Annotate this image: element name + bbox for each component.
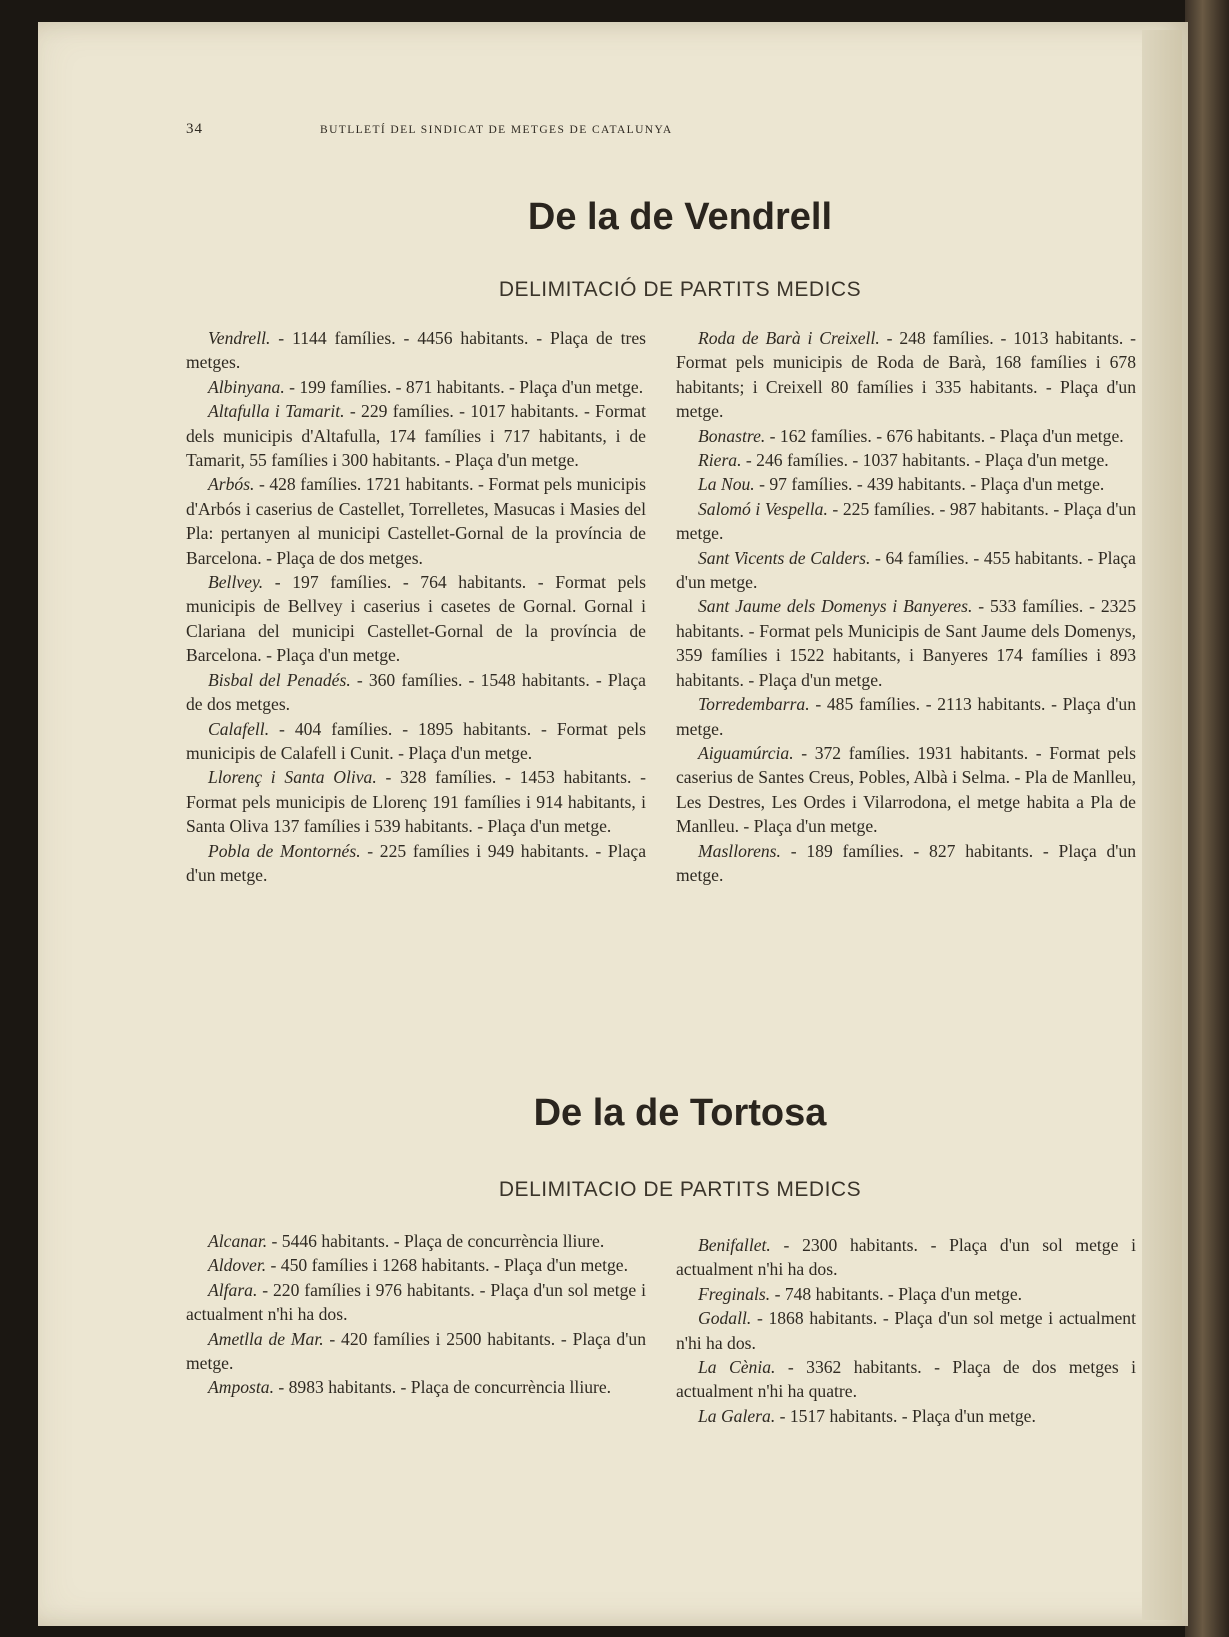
entry-text: - 64 famílies. - 455 habitants. - Plaça d'un metge. [676, 547, 1136, 593]
entry-text: - 1517 habitants. - Plaça d'un metge. [775, 1405, 1036, 1426]
entry [186, 1229, 646, 1253]
entry-text: - 246 famílies. - 1037 habitants. - Plaça d'un metge. [741, 450, 1109, 471]
entry [676, 1404, 1136, 1428]
entry [186, 839, 646, 888]
entry-place: Bonastre. [698, 425, 766, 446]
entry-text: - 5446 habitants. - Plaça de concurrència lliure. [267, 1231, 605, 1251]
entry [186, 1253, 646, 1277]
entry-place: Altafulla i Tamarit. [208, 401, 345, 422]
entry-place: Ametlla de Mar. [208, 1328, 324, 1349]
entry-place: Arbós. [208, 474, 255, 495]
entry-text: - 189 famílies. - 827 habitants. - Plaça d'un metge. [676, 840, 1136, 885]
section-title-tortosa: De la de Tortosa [533, 1092, 827, 1134]
entry [676, 1233, 1136, 1282]
entry [186, 375, 646, 399]
entry-text: - 162 famílies. - 676 habitants. - Plaça d'un metge. [765, 425, 1124, 446]
entry-text: - 428 famílies. 1721 habitants. - Format pels municipis d'Arbós i caserius de Castellet, Torrelletes, Masucas i Masies del Pla: pertanyen al municipi Castellet-Gornal de la província de Barcelona. - Plaça de dos metges. [186, 474, 646, 568]
entry-place: Riera. [698, 450, 742, 471]
entry-text: - 372 famílies. 1931 habitants. - Format pels caserius de Santes Creus, Pobles, Albà i Selma. - Pla de Manlleu, Les Destres, Les Ordes i Vilarrodona, el metge habita a Pla de Manlleu. - Plaça d'un metge. [676, 742, 1136, 837]
entry [186, 1278, 646, 1327]
entry [676, 692, 1136, 741]
entry-place: Llorenç i Santa Oliva. [208, 767, 377, 788]
entry [676, 1355, 1136, 1404]
entry [186, 717, 646, 766]
entry [676, 424, 1136, 448]
entry [676, 546, 1136, 595]
entry-text: - 229 famílies. - 1017 habitants. - Format dels municipis d'Altafulla, 174 famílies i 717 habitants, i de Tamarit, 55 famílies i 300 habitants. - Plaça d'un metge. [186, 401, 646, 471]
entry-text: - 1144 famílies. - 4456 habitants. - Plaça de tres metges. [186, 328, 646, 373]
entry-place: Aldover. [208, 1255, 267, 1276]
entry-place: Albinyana. [208, 376, 285, 397]
entry-text: - 328 famílies. - 1453 habitants. - Format pels municipis de Llorenç 191 famílies i 914 habitants, i Santa Oliva 137 famílies i 539 habitants. - Plaça d'un metge. [186, 767, 646, 837]
entry-text: - 225 famílies i 949 habitants. - Plaça d'un metge. [186, 840, 647, 885]
entry [186, 1375, 646, 1399]
entry-place: Vendrell. [208, 328, 271, 348]
section-subtitle-vendrell: DELIMITACIÓ DE PARTITS MEDICS [498, 278, 862, 301]
entry-place: Alcanar. [208, 1231, 268, 1251]
section-title-vendrell: De la de Vendrell [527, 196, 833, 238]
entry-place: La Cènia. [698, 1357, 776, 1378]
entry [676, 448, 1136, 472]
entry-place: Godall. [698, 1308, 752, 1329]
entry [186, 765, 646, 838]
entry-text: - 199 famílies. - 871 habitants. - Plaça d'un metge. [284, 376, 644, 397]
entry-place: Bellvey. [208, 572, 264, 593]
entry-text: - 197 famílies. - 764 habitants. - Format pels municipis de Bellvey i caserius i casetes de Gornal. Gornal i Clariana del municipi Castellet-Gornal de la província de Barcelona. - Plaça d'un metge. [186, 572, 646, 666]
vendrell-left-column [186, 326, 646, 887]
vendrell-right-column [676, 326, 1136, 887]
entry [676, 741, 1136, 839]
page-number: 34 [186, 121, 203, 137]
entry [186, 570, 646, 668]
entry-text: - 248 famílies. - 1013 habitants. - Format pels municipis de Roda de Barà, 168 famílies i 678 habitants; i Creixell 80 famílies i 335 habitants. - Plaça d'un metge. [676, 328, 1136, 422]
entry-place: La Nou. [698, 474, 755, 495]
entry-place: Pobla de Montornés. [208, 840, 361, 861]
entry [676, 326, 1136, 424]
entry-text: - 225 famílies. - 987 habitants. - Plaça d'un metge. [676, 498, 1136, 544]
entry [676, 1282, 1136, 1306]
entry-place: Masllorens. [698, 840, 781, 861]
entry [676, 594, 1136, 692]
entry [676, 472, 1136, 496]
entry [676, 839, 1136, 888]
entry-place: Alfara. [208, 1279, 258, 1300]
entry [186, 399, 646, 472]
entry-text: - 450 famílies i 1268 habitants. - Plaça d'un metge. [266, 1255, 628, 1276]
running-title: BUTLLETÍ DEL SINDICAT DE METGES DE CATALUNYA [320, 124, 673, 136]
entry-place: Roda de Barà i Creixell. [698, 328, 880, 348]
entry [676, 497, 1136, 546]
tortosa-right-column [676, 1233, 1136, 1428]
entry-place: Benifallet. [698, 1235, 771, 1255]
entry [186, 1327, 646, 1376]
entry [186, 668, 646, 717]
entry [186, 472, 646, 570]
entry-place: Calafell. [208, 718, 270, 739]
entry-text: - 97 famílies. - 439 habitants. - Plaça d'un metge. [754, 474, 1105, 495]
entry [676, 1306, 1136, 1355]
entry-place: Bisbal del Penadés. [208, 669, 351, 690]
entry-place: Sant Jaume dels Domenys i Banyeres. [698, 596, 973, 617]
entry-text: - 220 famílies i 976 habitants. - Plaça d'un sol metge i actualment n'hi ha dos. [186, 1279, 646, 1325]
entry-place: Amposta. [208, 1377, 274, 1398]
entry-text: - 404 famílies. - 1895 habitants. - Format pels municipis de Calafell i Cunit. - Plaça d'un metge. [186, 718, 646, 763]
page-header [186, 121, 856, 141]
entry-place: Freginals. [698, 1283, 771, 1304]
entry-text: - 533 famílies. - 2325 habitants. - Format pels Municipis de Sant Jaume dels Domenys, 359 famílies i 1522 habitants, i Banyeres 174 famílies i 893 habitants. - Plaça d'un metge. [676, 596, 1137, 690]
section-subtitle-tortosa: DELIMITACIO DE PARTITS MEDICS [498, 1178, 862, 1201]
entry-text: - 420 famílies i 2500 habitants. - Plaça d'un metge. [186, 1328, 646, 1374]
entry-text: - 1868 habitants. - Plaça d'un sol metge i actualment n'hi ha dos. [676, 1308, 1136, 1353]
entry-place: Aiguamúrcia. [698, 742, 794, 763]
entry-place: Salomó i Vespella. [698, 498, 828, 519]
entry-text: - 3362 habitants. - Plaça de dos metges i actualment n'hi ha quatre. [676, 1357, 1136, 1402]
entry-place: Sant Vicents de Calders. [698, 547, 871, 568]
entry [186, 326, 646, 375]
tortosa-left-column [186, 1229, 646, 1400]
entry-text: - 360 famílies. - 1548 habitants. - Plaça de dos metges. [186, 669, 646, 715]
entry-place: La Galera. [698, 1405, 776, 1426]
entry-place: Torredembarra. [698, 694, 810, 715]
entry-text: - 485 famílies. - 2113 habitants. - Plaça d'un metge. [676, 694, 1136, 739]
book-spine [1185, 0, 1229, 1637]
entry-text: - 2300 habitants. - Plaça d'un sol metge i actualment n'hi ha dos. [676, 1235, 1136, 1280]
entry-text: - 8983 habitants. - Plaça de concurrència lliure. [273, 1377, 612, 1398]
entry-text: - 748 habitants. - Plaça d'un metge. [770, 1283, 1023, 1304]
page-edge [1142, 30, 1182, 1620]
